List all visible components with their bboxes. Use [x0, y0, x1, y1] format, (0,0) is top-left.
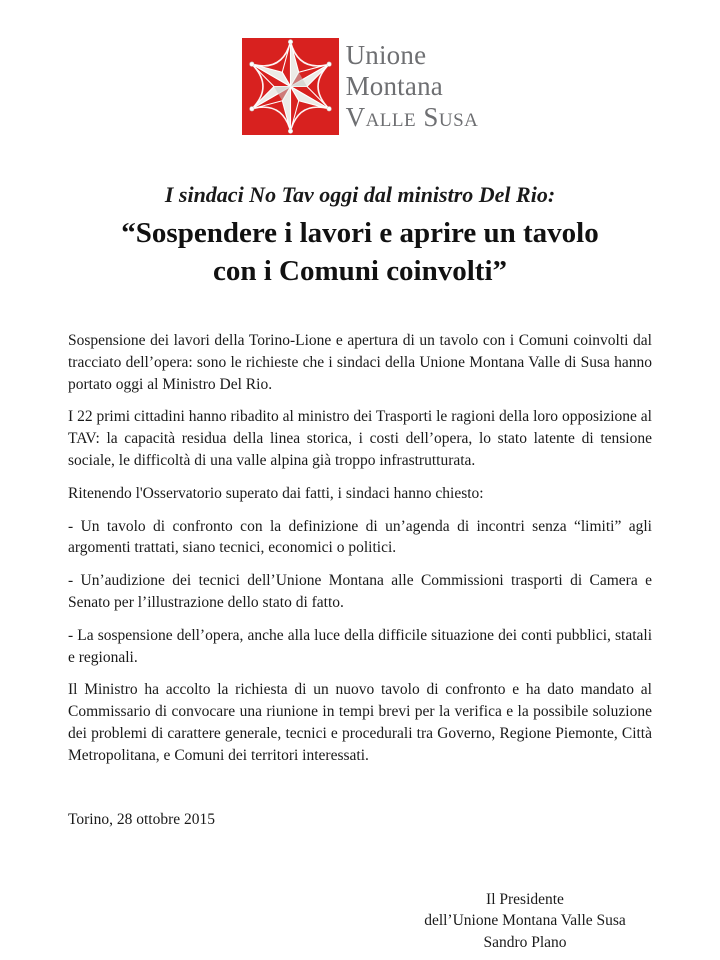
dateline: Torino, 28 ottobre 2015 [68, 810, 216, 828]
signature-line: dell’Unione Montana Valle Susa [424, 912, 626, 930]
org-logo [0, 0, 720, 135]
body-paragraph: - La sospensione dell’opera, anche alla luce della difficile situazione dei conti pubblici, statali e regionali. [68, 626, 652, 666]
page-title-line2: con i Comuni coinvolti” [212, 255, 508, 287]
body-paragraph: I 22 primi cittadini hanno ribadito al ministro dei Trasporti le ragioni della loro opposizione al TAV: la capacità residua della linea storica, i costi dell’opera, lo stato latente di tensione sociale, le difficoltà di una valle alpina già troppo infrastrutturata. [68, 408, 652, 469]
org-name-line1: Unione [345, 40, 427, 70]
body-paragraph: Ritenendo l'Osservatorio superato dai fatti, i sindaci hanno chiesto: [68, 484, 484, 502]
signature-line: Il Presidente [486, 890, 564, 908]
document-body [68, 330, 652, 767]
signature-block [375, 889, 675, 954]
org-name-line2: Montana [345, 71, 443, 101]
org-name-line3: Valle Susa [345, 102, 479, 132]
body-paragraph: - Un tavolo di confronto con la definizione di un’agenda di incontri senza “limiti” agli argomenti trattati, siano tecnici, economici o politici. [68, 517, 652, 557]
body-paragraph: - Un’audizione dei tecnici dell’Unione Montana alle Commissioni trasporti di Camera e Senato per l’illustrazione dello stato di fatto. [68, 572, 652, 611]
six-pointed-star-icon [242, 38, 339, 135]
org-name [346, 38, 479, 133]
page-title-line1: “Sospendere i lavori e aprire un tavolo [121, 217, 599, 249]
body-paragraph: Il Ministro ha accolto la richiesta di un nuovo tavolo di confronto e ha dato mandato al Commissario di convocare una riunione in tempi brevi per la verifica e la possibile soluzione dei problemi di carattere generale, tecnici e procedurali tra Governo, Regione Piemonte, Città Metropolitana, e Comuni dei territori interessati. [68, 681, 652, 764]
headline-kicker: I sindaci No Tav oggi dal ministro Del Rio: [164, 182, 556, 207]
body-paragraph: Sospensione dei lavori della Torino-Lione e apertura di un tavolo con i Comuni coinvolti dal tracciato dell’opera: sono le richieste che i sindaci della Unione Montana Valle di Susa hanno portato oggi al Ministro Del Rio. [68, 332, 652, 393]
page-title [0, 214, 720, 290]
signature-line: Sandro Plano [483, 933, 567, 951]
logo-emblem [242, 38, 339, 135]
